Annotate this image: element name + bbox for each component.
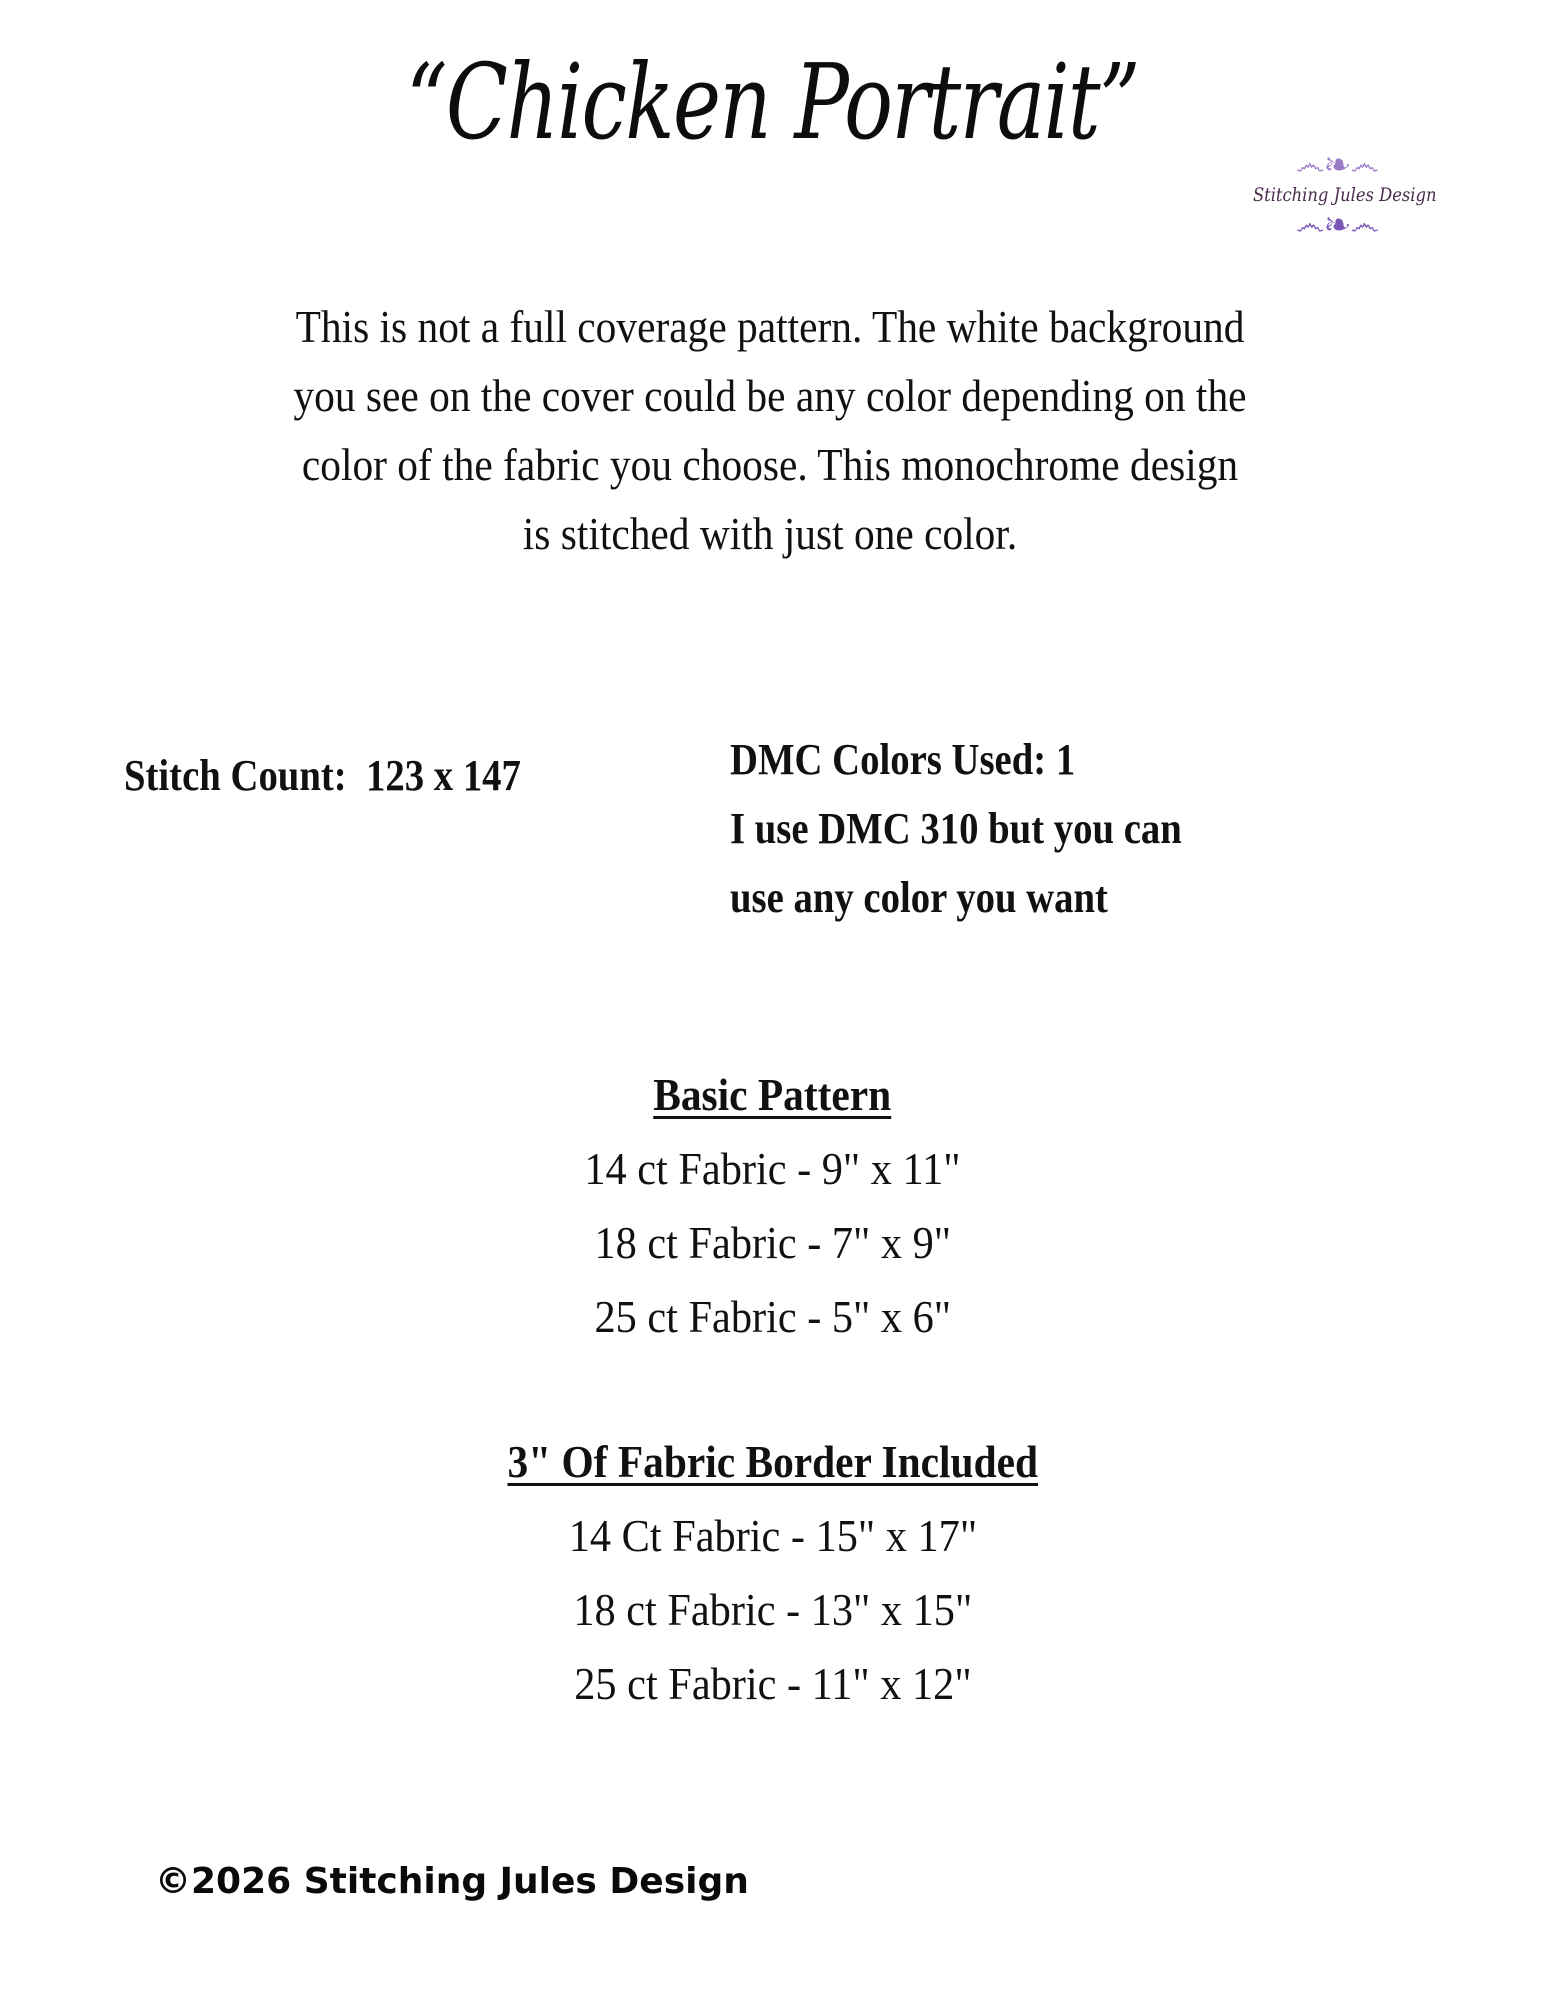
fabric-size-row — [0, 1499, 1545, 1573]
logo-brand-text: Stitching Jules Design — [1252, 184, 1437, 206]
document-title: “Chicken Portrait” — [406, 41, 1139, 163]
border-pattern-section — [0, 1425, 1545, 1721]
fabric-size-row — [0, 1647, 1545, 1721]
flourish-top-icon: ෴❧෴ — [1296, 148, 1380, 181]
fabric-size-text: 14 ct Fabric - 9" x 11" — [584, 1143, 961, 1194]
dmc-colors-info — [730, 725, 1182, 932]
intro-line: This is not a full coverage pattern. The white background — [295, 301, 1245, 352]
intro-line: you see on the cover could be any color depending on the — [293, 370, 1247, 421]
section-heading: Basic Pattern — [653, 1069, 892, 1120]
intro-paragraph — [230, 292, 1310, 568]
intro-line: color of the fabric you choose. This monochrome design — [301, 439, 1239, 490]
fabric-size-text: 25 ct Fabric - 11" x 12" — [573, 1658, 972, 1709]
brand-logo — [1238, 150, 1438, 270]
flourish-bottom-icon: ෴❧෴ — [1296, 208, 1380, 241]
intro-line: is stitched with just one color. — [522, 508, 1018, 559]
fabric-size-row — [0, 1206, 1545, 1280]
dmc-line: DMC Colors Used: 1 — [730, 735, 1076, 784]
section-heading: 3" Of Fabric Border Included — [507, 1436, 1038, 1487]
copyright-footer: ©2026 Stitching Jules Design — [155, 1861, 749, 1902]
fabric-size-row — [0, 1132, 1545, 1206]
dmc-line: use any color you want — [730, 873, 1108, 922]
fabric-size-text: 25 ct Fabric - 5" x 6" — [594, 1291, 951, 1342]
fabric-size-row — [0, 1573, 1545, 1647]
fabric-size-text: 18 ct Fabric - 13" x 15" — [573, 1584, 972, 1635]
fabric-size-text: 18 ct Fabric - 7" x 9" — [594, 1217, 951, 1268]
fabric-size-text: 14 Ct Fabric - 15" x 17" — [568, 1510, 977, 1561]
basic-pattern-section — [0, 1058, 1545, 1354]
stitch-count-value: 123 x 147 — [366, 751, 521, 800]
stitch-count-label: Stitch Count: — [124, 751, 347, 800]
stitch-count — [124, 746, 521, 806]
fabric-size-row — [0, 1280, 1545, 1354]
dmc-line: I use DMC 310 but you can — [730, 804, 1182, 853]
